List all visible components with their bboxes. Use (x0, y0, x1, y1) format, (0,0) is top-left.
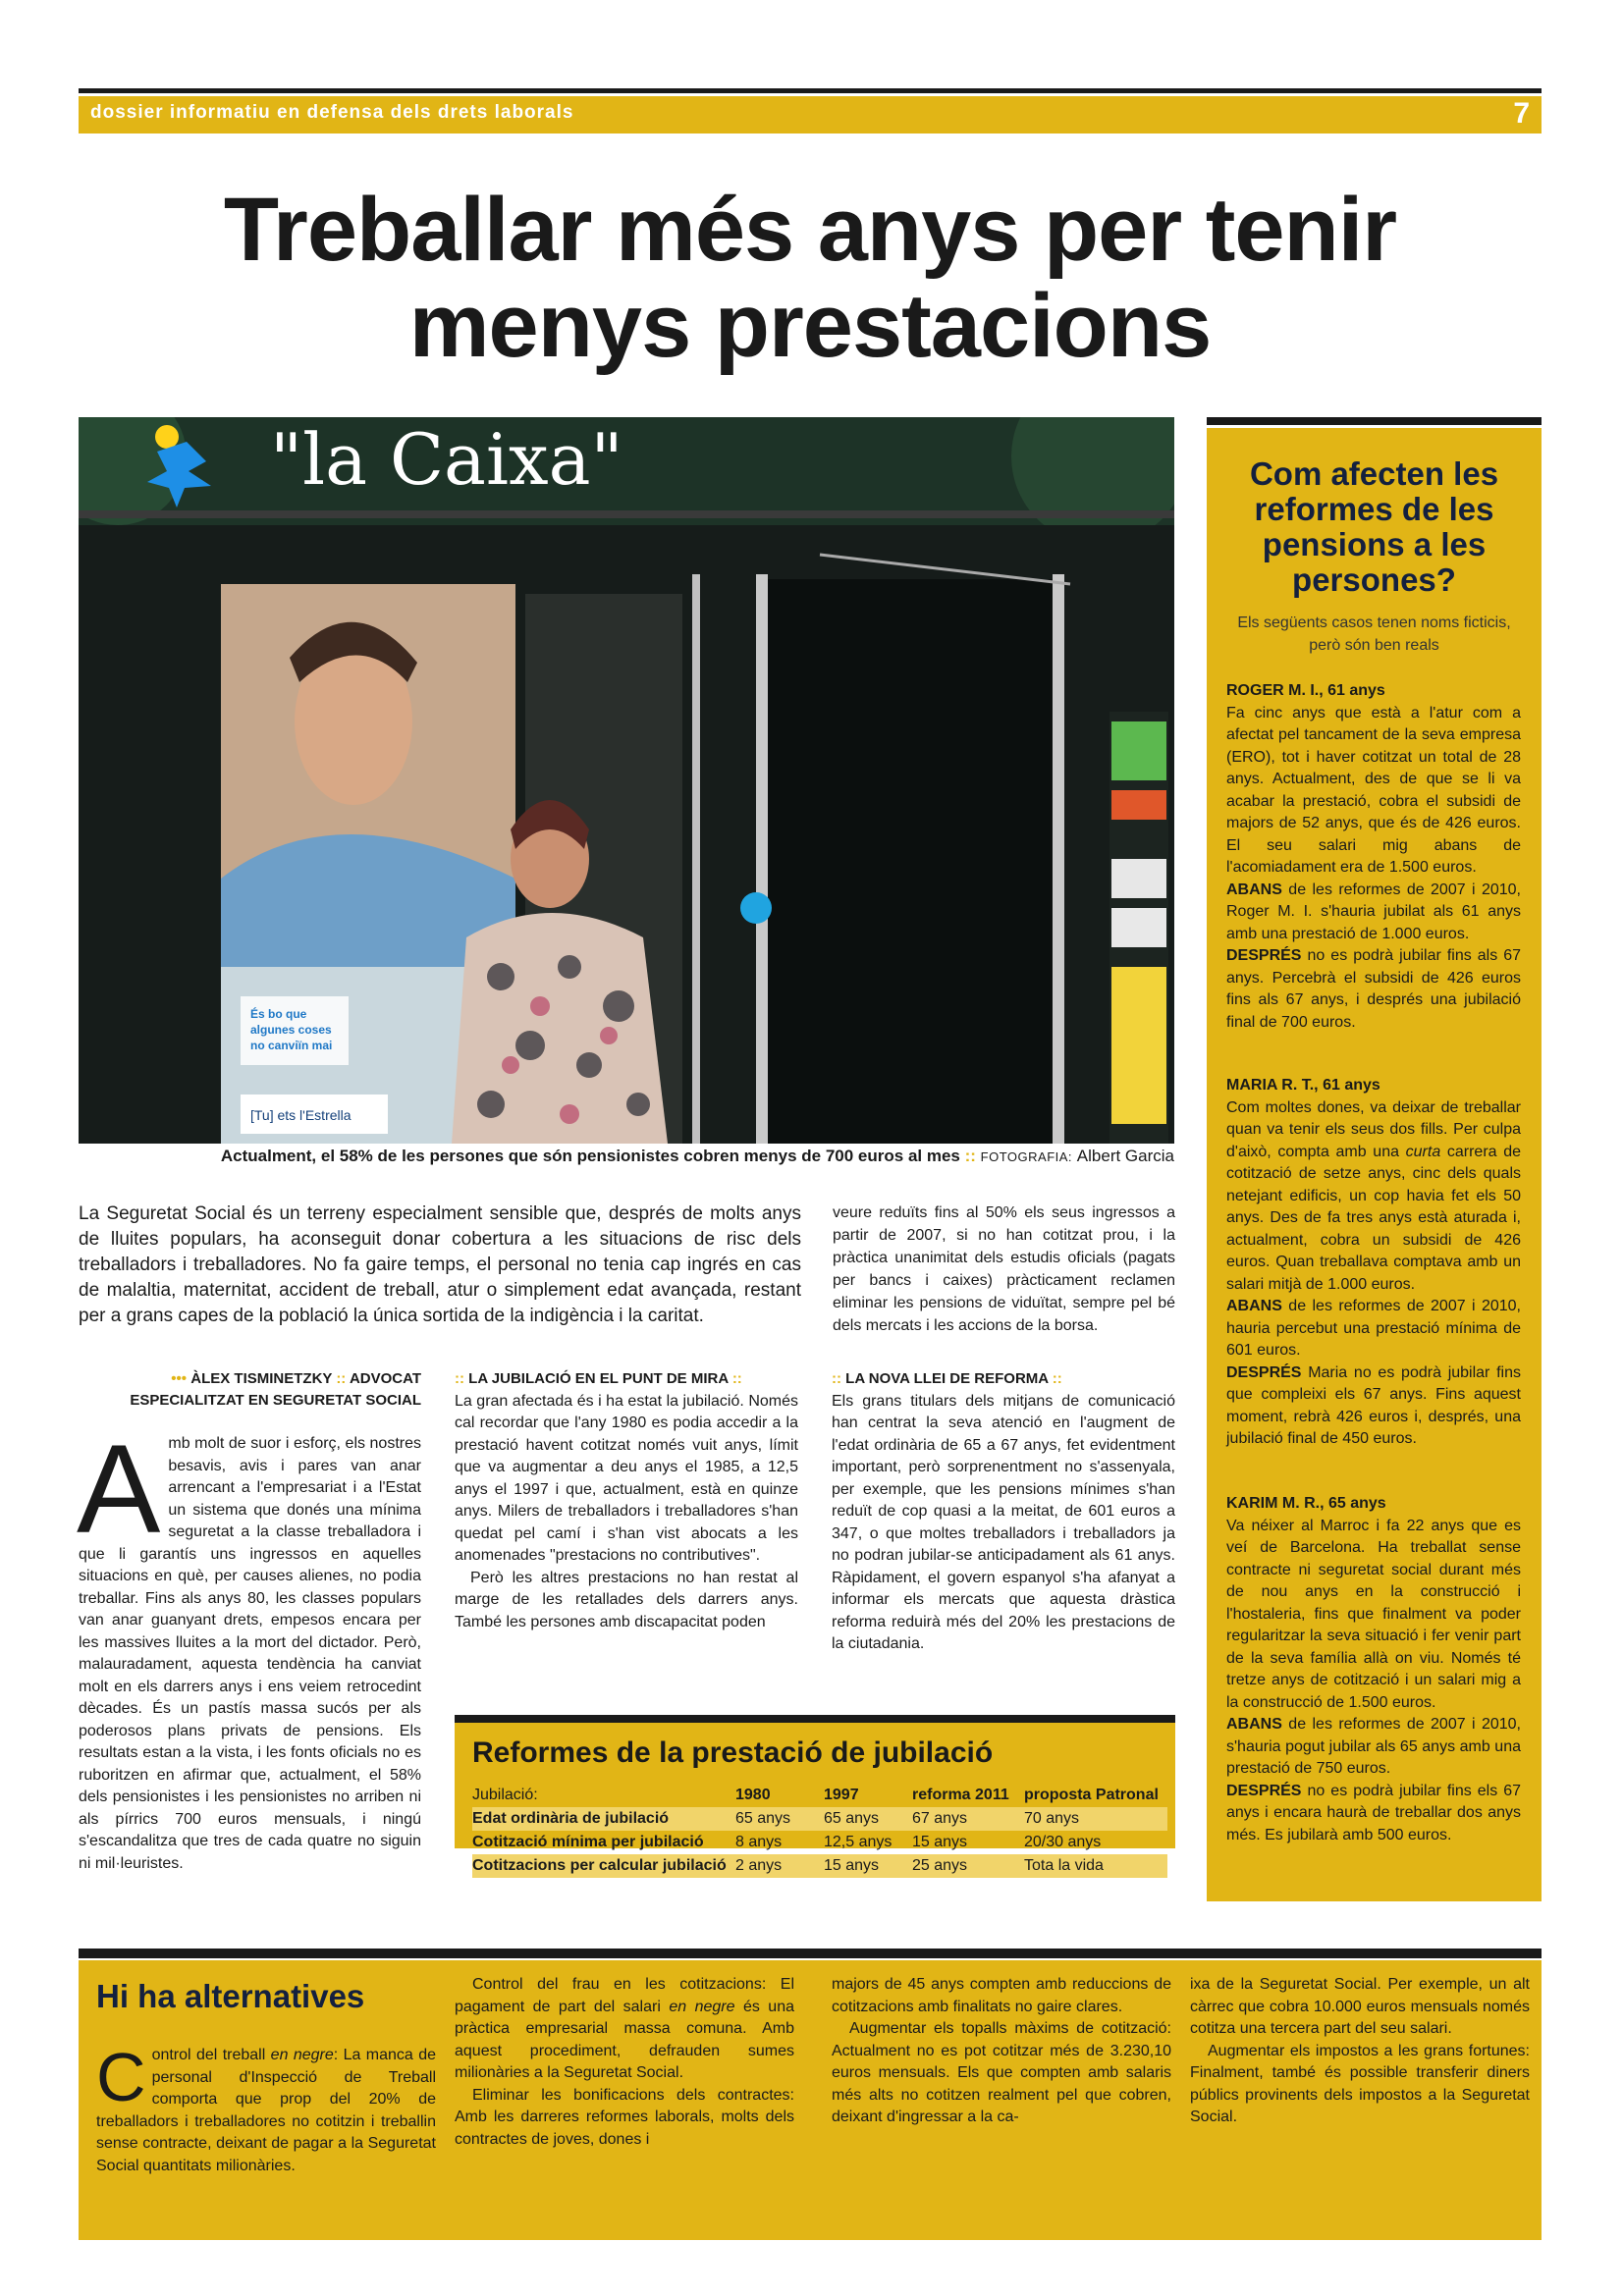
article-column-2 (455, 1368, 798, 1633)
case-karim: KARIM M. R., 65 anys Va néixer al Marroc i fa 22 anys que es veí de Barcelona. Ha treballat sense contracte ni seguretat social durant més de nou anys en la construcció i l'hostaleria, fins que finalment va poder regularitzar la seva situació i fer venir part de la seva família allà on viu. Només té tretze anys de cotització i un salari mig a la construcció de 1.500 euros. ABANS de les reformes de 2007 i 2010, s'hauria pogut jubilar als 65 anys amb una prestació de 750 euros. DESPRÉS no es podrà jubilar fins els 67 anys i encara haurà de treballar dos anys més. Es jubilarà amb 500 euros. (1226, 1495, 1522, 1843)
table-row: Cotitzacions per calcular jubilació 2 anys 15 anys 25 anys Tota la vida (472, 1854, 1167, 1878)
author-role-1: ADVOCAT (349, 1370, 421, 1387)
table-row: Edat ordinària de jubilació 65 anys 65 anys 67 anys 70 anys (472, 1807, 1167, 1831)
table-rule (455, 1715, 1175, 1723)
main-photo (79, 417, 1174, 1144)
sidebar-title: Com afecten les reformes de les pensions a les persones? (1249, 455, 1499, 598)
drop-cap: A (77, 1419, 161, 1560)
reform-table-box (455, 1715, 1175, 1874)
svg-text:algunes coses: algunes coses (250, 1023, 332, 1037)
alternatives-column-1: C ontrol del treball en negre: La manca de personal d'Inspecció de Treball comporta que prop del 20% de treballadors i treballadores no cotitzin i treballin sense contracte, deixant de pagar a la Seguretat Social quantitats milionàries. (96, 2039, 436, 2174)
column-2-paragraph-2: Però les altres prestacions no han restat al marge de les retallades dels darrers anys. També les persones amb discapacitat poden (455, 1569, 798, 1630)
bank-entrance-illustration (79, 417, 1174, 1144)
svg-text:no canviïn mai: no canviïn mai (250, 1039, 333, 1052)
article-column-3 (832, 1368, 1175, 1656)
caption-separator: :: (964, 1147, 976, 1165)
header-band (79, 88, 1542, 133)
svg-text:[Tu] ets l'Estrella: [Tu] ets l'Estrella (250, 1107, 352, 1123)
case-name: MARIA R. T., 61 anys (1226, 1077, 1380, 1094)
caption-credit-author: Albert Garcia (1076, 1147, 1174, 1165)
case-name: KARIM M. R., 65 anys (1226, 1495, 1386, 1512)
page-number: 7 (1513, 97, 1530, 130)
case-maria: MARIA R. T., 61 anys Com moltes dones, va deixar de treballar quan va tenir els seus dos fills. Per culpa d'això, compta amb una curta carrera de cotització de setze anys, cinc dels quals netejant edificis, un cop havia fet els 50 anys. Des de fa tres anys està aturada i, actualment, cobra un subsidi de 426 euros. Quan treballava comptava amb un salari mitjà de 1.000 euros. ABANS de les reformes de 2007 i 2010, hauria percebut una prestació mínima de 601 euros. DESPRÉS Maria no es podrà jubilar fins que compleixi els 67 anys. Fins aquest moment, rebrà 426 euros i, després, una jubilació final de 450 euros. (1226, 1077, 1522, 1447)
alternatives-column-4: ixa de la Seguretat Social. Per exemple, un alt càrrec que cobra 10.000 euros mensuals només cotitza una tercera part del seu salari. Augmentar els impostos a les grans fortunes: Finalment, també és possible transferir diners públics provinents dels impostos a la Seguretat Social. (1190, 1976, 1530, 2125)
alternatives-title: Hi ha alternatives (96, 1978, 365, 2014)
table-row: Cotització mínima per jubilació 8 anys 12,5 anys 15 anys 20/30 anys (472, 1834, 1102, 1850)
case-name: ROGER M. I., 61 anys (1226, 682, 1385, 699)
byline-separator: :: (336, 1370, 347, 1387)
column-3-paragraph-1: Els grans titulars dels mitjans de comunicació han centrat la seva atenció en l'augment de l'edat ordinària de 65 a 67 anys, fet evidentment important, però sorprenentment no s'assenyala, per exemple, que les pensions mínimes s'han reduït de cop quasi a la meitat, de 601 euros a 347, o que moltes treballadors i treballadors ja no podran jubilar-se anticipadament als 61 anys. Ràpidament, el govern espanyol s'ha afanyat a informar els mercats que aquesta dràstica reforma reduirà més del 20% les prestacions de la ciutadania. (832, 1392, 1175, 1652)
headline-line-1: Treballar més anys per tenir (223, 180, 1397, 280)
caption-credit-label: FOTOGRAFIA: (980, 1149, 1073, 1164)
author-role-2: ESPECIALITZAT EN SEGURETAT SOCIAL (130, 1392, 421, 1409)
table-title: Reformes de la prestació de jubilació (472, 1736, 994, 1769)
column-1-text: mb molt de suor i esforç, els nostres besavis, avis i pares van anar arrencant a l'empresariat i a l'Estat un sistema que donés una mínima seguretat a la classe treballadora i que li garantís uns ingressos en aquelles situacions en què, per causes alienes, no podia treballar. Fins als anys 80, les classes populars van anar guanyant drets, empesos encara per les massives lluites a la mort del dictador. Però, malauradament, aquesta tendència ha canviat molt en els darrers anys i ens veiem retrocedint dècades. És un pastís massa sucós per als poderosos plans privats de pensions. Els resultats estan a la vista, i les fonts oficials no es ruboritzen en afirmar que, actualment, el 58% dels pensionistes i les pensionistes no arriben ni als pírrics 700 euros mensuals, i ningú s'escandalitza que tres de cada quatre no siguin ni mil·leuristes. (79, 1435, 421, 1872)
intro-paragraph: La Seguretat Social és un terreny especialment sensible que, després de molts anys de lluites populars, ha aconseguit donar cobertura a les situacions de risc dels treballadors i treballadores. No fa gaire temps, el personal no tenia cap ingrés en cas de malaltia, maternitat, accident de treball, atur o simplement edat avançada, restant per a grans capes de la població la única sortida de la indigència i la caritat. (79, 1203, 801, 1326)
article-column-1 (77, 1419, 421, 1875)
alternatives-rule (79, 1949, 1542, 1958)
intro-continuation: veure reduïts fins al 50% els seus ingressos a partir de 2007, si no han cotitzat prou, i la pràctica unanimitat dels estudis oficials (pagats per bancs i caixes) pràcticament reclamen eliminar les pensions de viduïtat, sempre pel bé dels mercats i les accions de la borsa. (833, 1204, 1175, 1334)
column-2-paragraph-1: La gran afectada és i ha estat la jubilació. Només cal recordar que l'any 1980 es podia accedir a la prestació havent cotitzat només vuit anys, límit que va augmentar a deu anys el 1985, a 12,5 anys el 1997 i que, actualment, està en quinze anys. Milers de treballadors i treballadores s'han quedat pel camí i s'han vist abocats a les anomenades "prestacions no contributives". (455, 1392, 798, 1564)
headline-line-2: menys prestacions (408, 276, 1212, 376)
drop-cap: C (96, 2039, 146, 2115)
byline (79, 1368, 421, 1412)
column-3-heading: :: LA NOVA LLEI DE REFORMA :: (832, 1370, 1062, 1387)
sidebar-rule (1207, 417, 1542, 425)
byline-bullets: ••• (171, 1370, 188, 1387)
svg-text:És bo que: És bo que (250, 1007, 307, 1021)
sidebar-box (1207, 417, 1542, 1901)
section-label: dossier informatiu en defensa dels drets laborals (90, 102, 574, 123)
header-rule (79, 88, 1542, 93)
alternatives-box (79, 1949, 1542, 2240)
reform-table (472, 1784, 1167, 1878)
bank-sign-text: "la Caixa" (270, 418, 623, 501)
sidebar-subtitle: Els següents casos tenen noms ficticis, però són ben reals (1237, 614, 1511, 654)
photo-caption (79, 1147, 1174, 1166)
table-header-row: Jubilació: 1980 1997 reforma 2011 proposta Patronal (472, 1787, 1159, 1803)
author-name: ÀLEX TISMINETZKY (190, 1370, 333, 1387)
case-roger: ROGER M. I., 61 anys Fa cinc anys que està a l'atur com a afectat pel tancament de la seva empresa (ERO), tot i haver cotitzat un total de 28 anys. Actualment, des de que se li va acabar la prestació, cobra el subsidi de majors de 52 anys, que és de 426 euros. El seu salari mig abans de l'acomiadament era de 1.500 euros. ABANS de les reformes de 2007 i 2010, Roger M. I. s'hauria jubilat als 61 anys amb una prestació de 1.000 euros. DESPRÉS no es podrà jubilar fins als 67 anys. Percebrà el subsidi de 426 euros fins als 67 anys, i després una jubilació final de 700 euros. (1226, 682, 1522, 1031)
alternatives-column-2: Control del frau en les cotitzacions: El pagament de part del salari en negre és una pràctica empresarial massa comuna. Amb aquest procediment, defrauden sumes milionàries a la Seguretat Social. Eliminar les bonificacions dels contractes: Amb les darreres reformes laborals, molts dels contractes de joves, dones i (455, 1976, 795, 2148)
column-2-heading: :: LA JUBILACIÓ EN EL PUNT DE MIRA :: (455, 1370, 742, 1387)
caption-text: Actualment, el 58% de les persones que són pensionistes cobren menys de 700 euros al mes (220, 1147, 960, 1165)
alternatives-column-3: majors de 45 anys compten amb reduccions de cotitzacions amb finalitats no gaire clares. Augmentar els topalls màxims de cotització: Actualment no es pot cotitzar més de 3.230,10 euros mensuals. Els que compten amb salaris més alts no cotitzen realment pel que cobren, deixant d'ingressar a la ca- (832, 1976, 1171, 2125)
headline (79, 182, 1542, 374)
